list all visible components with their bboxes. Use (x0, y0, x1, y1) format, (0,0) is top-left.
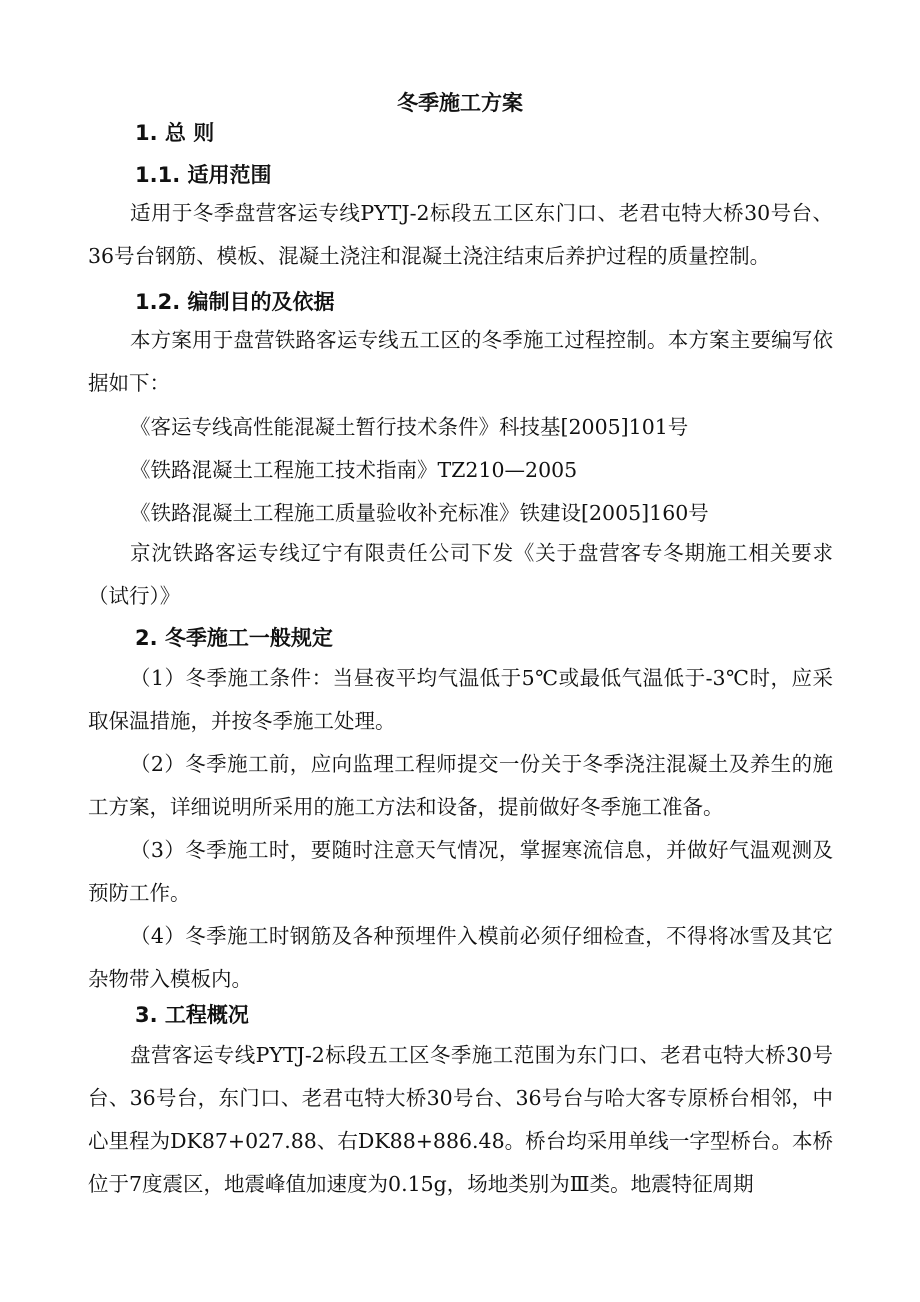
section-1-2-heading: 1.2. 编制目的及依据 (135, 290, 335, 314)
reference-item: 《客运专线高性能混凝土暂行技术条件》科技基[2005]101号 (130, 415, 689, 439)
document-title: 冬季施工方案 (397, 91, 523, 115)
section-3-body: 盘营客运专线PYTJ-2标段五工区冬季施工范围为东门口、老君屯特大桥30号台、36号台，东门口、老君屯特大桥30号台、36号台与哈大客专原桥台相邻，中心里程为DK87+027.88、右DK88+886.48。桥台均采用单线一字型桥台。本桥位于7度震区，地震峰值加速度为0.15g，场地类别为Ⅲ类。地震特征周期 (88, 1043, 833, 1196)
section-2-item: （3）冬季施工时，要随时注意天气情况，掌握寒流信息，并做好气温观测及预防工作。 (88, 838, 833, 905)
section-1-2-extra: 京沈铁路客运专线辽宁有限责任公司下发《关于盘营客专冬期施工相关要求（试行）》 (88, 541, 833, 608)
section-1-1-heading: 1.1. 适用范围 (135, 163, 272, 187)
section-2-item: （2）冬季施工前，应向监理工程师提交一份关于冬季浇注混凝土及养生的施工方案，详细说明所采用的施工方法和设备，提前做好冬季施工准备。 (88, 752, 833, 819)
section-3-heading: 3. 工程概况 (135, 1003, 249, 1027)
section-2-item: （4）冬季施工时钢筋及各种预埋件入模前必须仔细检查，不得将冰雪及其它杂物带入模板内。 (88, 924, 833, 991)
section-1-2-body: 本方案用于盘营铁路客运专线五工区的冬季施工过程控制。本方案主要编写依据如下： (88, 328, 833, 395)
section-1-1-body: 适用于冬季盘营客运专线PYTJ-2标段五工区东门口、老君屯特大桥30号台、36号台钢筋、模板、混凝土浇注和混凝土浇注结束后养护过程的质量控制。 (88, 201, 833, 268)
reference-item: 《铁路混凝土工程施工质量验收补充标准》铁建设[2005]160号 (130, 501, 709, 525)
section-2-item: （1）冬季施工条件：当昼夜平均气温低于5℃或最低气温低于-3℃时，应采取保温措施，并按冬季施工处理。 (88, 666, 833, 733)
reference-item: 《铁路混凝土工程施工技术指南》TZ210—2005 (130, 458, 578, 482)
section-2-heading: 2. 冬季施工一般规定 (135, 626, 333, 650)
section-1-heading: 1. 总 则 (135, 121, 215, 145)
